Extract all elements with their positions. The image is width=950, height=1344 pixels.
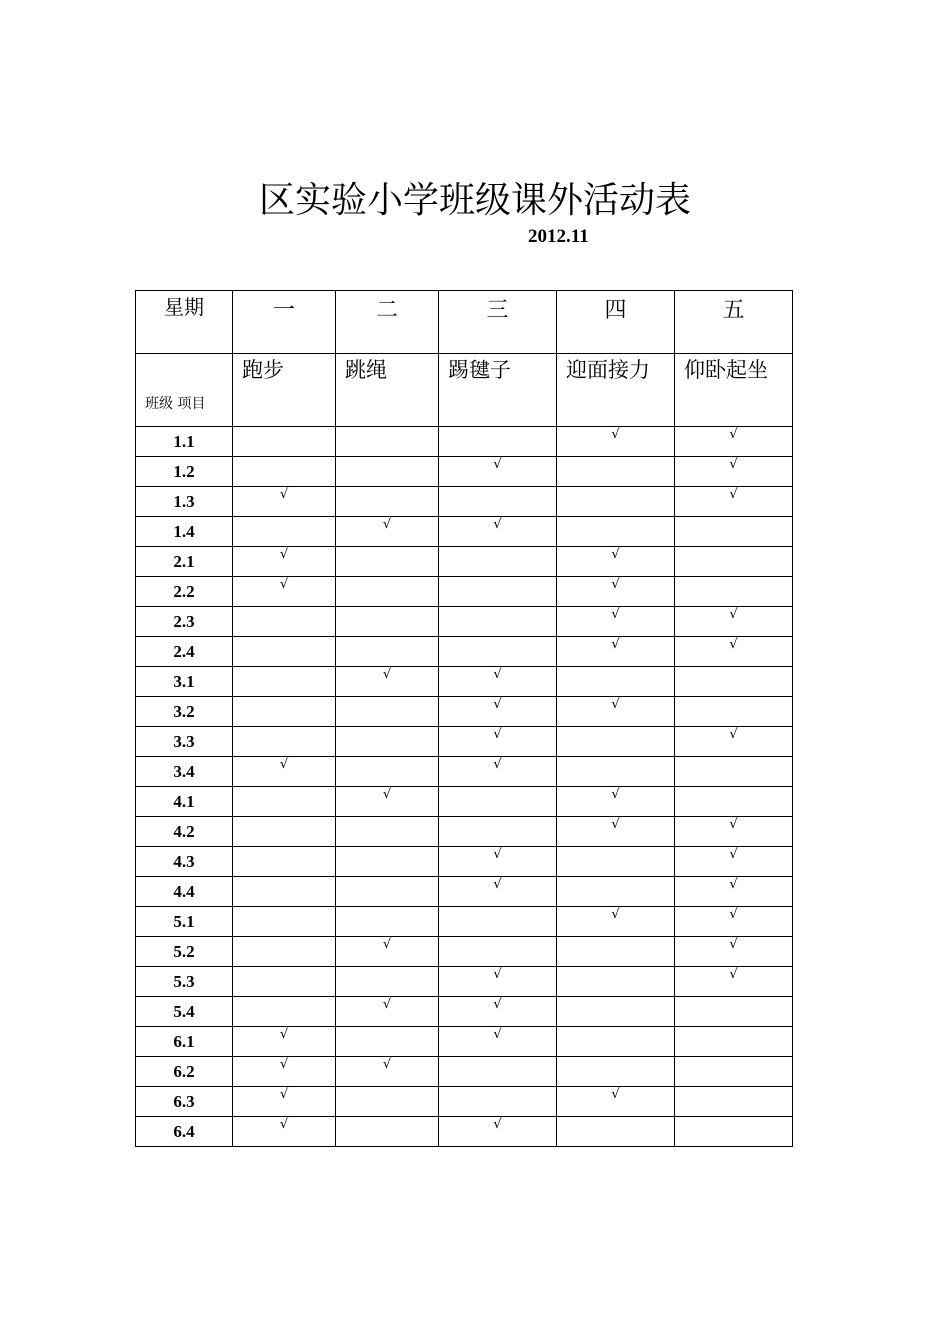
activity-sit-ups: 仰卧起坐 xyxy=(675,354,793,427)
check-cell xyxy=(439,1087,557,1117)
check-cell xyxy=(233,787,336,817)
check-cell xyxy=(439,637,557,667)
corner-class-item-label: 班级 项目 xyxy=(136,354,233,427)
table-row xyxy=(136,427,793,457)
check-cell: √ xyxy=(557,787,675,817)
check-cell: √ xyxy=(557,817,675,847)
check-cell: √ xyxy=(557,637,675,667)
check-cell: √ xyxy=(336,997,439,1027)
check-cell xyxy=(336,577,439,607)
class-label: 4.4 xyxy=(136,877,233,907)
check-cell: √ xyxy=(439,517,557,547)
check-cell xyxy=(439,817,557,847)
check-cell: √ xyxy=(233,1087,336,1117)
activity-header-row xyxy=(136,354,793,427)
class-label: 4.1 xyxy=(136,787,233,817)
check-cell xyxy=(336,427,439,457)
check-cell: √ xyxy=(675,877,793,907)
activity-running: 跑步 xyxy=(233,354,336,427)
check-cell: √ xyxy=(233,1117,336,1147)
check-cell xyxy=(336,757,439,787)
table-row xyxy=(136,727,793,757)
table-row xyxy=(136,877,793,907)
check-cell xyxy=(675,1057,793,1087)
document-title: 区实验小学班级课外活动表 xyxy=(258,180,691,221)
check-cell xyxy=(233,727,336,757)
check-cell: √ xyxy=(675,637,793,667)
check-cell xyxy=(233,607,336,637)
check-cell xyxy=(557,667,675,697)
check-cell xyxy=(675,1087,793,1117)
check-cell xyxy=(439,427,557,457)
check-cell: √ xyxy=(439,847,557,877)
check-cell xyxy=(336,457,439,487)
check-cell: √ xyxy=(557,577,675,607)
check-cell xyxy=(233,997,336,1027)
check-cell xyxy=(675,787,793,817)
activity-table xyxy=(135,290,793,1147)
class-label: 3.3 xyxy=(136,727,233,757)
activity-shuttlecock: 踢毽子 xyxy=(439,354,557,427)
weekday-wed: 三 xyxy=(439,291,557,354)
check-cell: √ xyxy=(439,757,557,787)
check-cell xyxy=(336,847,439,877)
check-cell: √ xyxy=(675,847,793,877)
check-cell: √ xyxy=(557,547,675,577)
check-cell: √ xyxy=(557,907,675,937)
check-cell xyxy=(675,1027,793,1057)
check-cell xyxy=(675,997,793,1027)
class-label: 5.2 xyxy=(136,937,233,967)
class-label: 6.1 xyxy=(136,1027,233,1057)
class-label: 2.3 xyxy=(136,607,233,637)
corner-weekday-label: 星期 xyxy=(136,291,233,354)
check-cell xyxy=(675,757,793,787)
check-cell: √ xyxy=(557,1087,675,1117)
check-cell xyxy=(675,577,793,607)
check-cell xyxy=(336,1117,439,1147)
activity-rope-skipping: 跳绳 xyxy=(336,354,439,427)
class-label: 1.2 xyxy=(136,457,233,487)
table-row xyxy=(136,967,793,997)
check-cell xyxy=(557,487,675,517)
class-label: 1.3 xyxy=(136,487,233,517)
check-cell xyxy=(336,907,439,937)
check-cell: √ xyxy=(233,1057,336,1087)
table-row xyxy=(136,457,793,487)
check-cell xyxy=(233,817,336,847)
check-cell: √ xyxy=(675,487,793,517)
class-label: 6.4 xyxy=(136,1117,233,1147)
table-row xyxy=(136,607,793,637)
check-cell xyxy=(557,847,675,877)
check-cell xyxy=(233,517,336,547)
table-row xyxy=(136,907,793,937)
weekday-header-row xyxy=(136,291,793,354)
check-cell xyxy=(233,907,336,937)
check-cell xyxy=(439,547,557,577)
check-cell xyxy=(233,637,336,667)
table-row xyxy=(136,817,793,847)
table-row xyxy=(136,757,793,787)
check-cell: √ xyxy=(233,1027,336,1057)
check-cell xyxy=(336,547,439,577)
check-cell: √ xyxy=(336,937,439,967)
check-cell: √ xyxy=(557,427,675,457)
table-row xyxy=(136,667,793,697)
check-cell: √ xyxy=(336,1057,439,1087)
table-row xyxy=(136,577,793,607)
check-cell: √ xyxy=(233,757,336,787)
check-cell xyxy=(336,637,439,667)
class-label: 1.1 xyxy=(136,427,233,457)
check-cell xyxy=(557,457,675,487)
check-cell: √ xyxy=(675,817,793,847)
check-cell xyxy=(439,487,557,517)
activity-relay: 迎面接力 xyxy=(557,354,675,427)
class-label: 1.4 xyxy=(136,517,233,547)
table-row xyxy=(136,697,793,727)
check-cell xyxy=(557,1027,675,1057)
document-date: 2012.11 xyxy=(528,226,589,247)
check-cell xyxy=(233,967,336,997)
check-cell xyxy=(675,547,793,577)
check-cell: √ xyxy=(439,1027,557,1057)
class-label: 6.2 xyxy=(136,1057,233,1087)
check-cell: √ xyxy=(675,427,793,457)
check-cell xyxy=(675,667,793,697)
check-cell: √ xyxy=(439,877,557,907)
check-cell: √ xyxy=(675,727,793,757)
check-cell xyxy=(439,937,557,967)
check-cell xyxy=(336,1027,439,1057)
check-cell: √ xyxy=(439,967,557,997)
check-cell xyxy=(557,967,675,997)
check-cell: √ xyxy=(336,517,439,547)
check-cell xyxy=(233,667,336,697)
table-row xyxy=(136,1027,793,1057)
check-cell xyxy=(336,727,439,757)
check-cell: √ xyxy=(233,487,336,517)
table-row xyxy=(136,1087,793,1117)
check-cell xyxy=(557,757,675,787)
table-row xyxy=(136,517,793,547)
check-cell: √ xyxy=(675,967,793,997)
class-label: 5.3 xyxy=(136,967,233,997)
check-cell: √ xyxy=(439,457,557,487)
class-label: 3.2 xyxy=(136,697,233,727)
check-cell xyxy=(336,817,439,847)
class-label: 6.3 xyxy=(136,1087,233,1117)
check-cell xyxy=(675,697,793,727)
check-cell xyxy=(557,727,675,757)
class-label: 5.1 xyxy=(136,907,233,937)
check-cell: √ xyxy=(439,667,557,697)
class-label: 2.2 xyxy=(136,577,233,607)
check-cell: √ xyxy=(675,937,793,967)
class-label: 3.4 xyxy=(136,757,233,787)
class-label: 2.1 xyxy=(136,547,233,577)
check-cell xyxy=(336,877,439,907)
check-cell: √ xyxy=(675,457,793,487)
check-cell xyxy=(557,1057,675,1087)
weekday-fri: 五 xyxy=(675,291,793,354)
check-cell: √ xyxy=(336,787,439,817)
check-cell xyxy=(557,517,675,547)
check-cell xyxy=(675,1117,793,1147)
check-cell xyxy=(336,487,439,517)
check-cell xyxy=(233,877,336,907)
weekday-mon: 一 xyxy=(233,291,336,354)
check-cell xyxy=(336,697,439,727)
table-row xyxy=(136,847,793,877)
check-cell xyxy=(439,1057,557,1087)
check-cell xyxy=(557,877,675,907)
check-cell xyxy=(675,517,793,547)
check-cell xyxy=(439,577,557,607)
class-label: 4.2 xyxy=(136,817,233,847)
check-cell xyxy=(557,1117,675,1147)
table-row xyxy=(136,637,793,667)
check-cell: √ xyxy=(336,667,439,697)
check-cell: √ xyxy=(557,607,675,637)
table-row xyxy=(136,547,793,577)
table-row xyxy=(136,487,793,517)
check-cell xyxy=(336,607,439,637)
table-row xyxy=(136,787,793,817)
check-cell xyxy=(439,907,557,937)
class-label: 5.4 xyxy=(136,997,233,1027)
check-cell: √ xyxy=(439,997,557,1027)
check-cell xyxy=(439,607,557,637)
check-cell: √ xyxy=(233,577,336,607)
check-cell xyxy=(557,997,675,1027)
check-cell xyxy=(336,967,439,997)
check-cell: √ xyxy=(675,607,793,637)
check-cell: √ xyxy=(439,1117,557,1147)
check-cell xyxy=(336,1087,439,1117)
class-label: 3.1 xyxy=(136,667,233,697)
check-cell xyxy=(233,937,336,967)
check-cell: √ xyxy=(439,727,557,757)
class-label: 4.3 xyxy=(136,847,233,877)
check-cell xyxy=(439,787,557,817)
weekday-tue: 二 xyxy=(336,291,439,354)
table-row xyxy=(136,937,793,967)
check-cell xyxy=(233,457,336,487)
weekday-thu: 四 xyxy=(557,291,675,354)
check-cell: √ xyxy=(557,697,675,727)
check-cell xyxy=(557,937,675,967)
check-cell: √ xyxy=(439,697,557,727)
check-cell xyxy=(233,697,336,727)
class-label: 2.4 xyxy=(136,637,233,667)
table-row xyxy=(136,997,793,1027)
check-cell: √ xyxy=(233,547,336,577)
table-row xyxy=(136,1117,793,1147)
check-cell xyxy=(233,427,336,457)
table-row xyxy=(136,1057,793,1087)
check-cell: √ xyxy=(675,907,793,937)
check-cell xyxy=(233,847,336,877)
